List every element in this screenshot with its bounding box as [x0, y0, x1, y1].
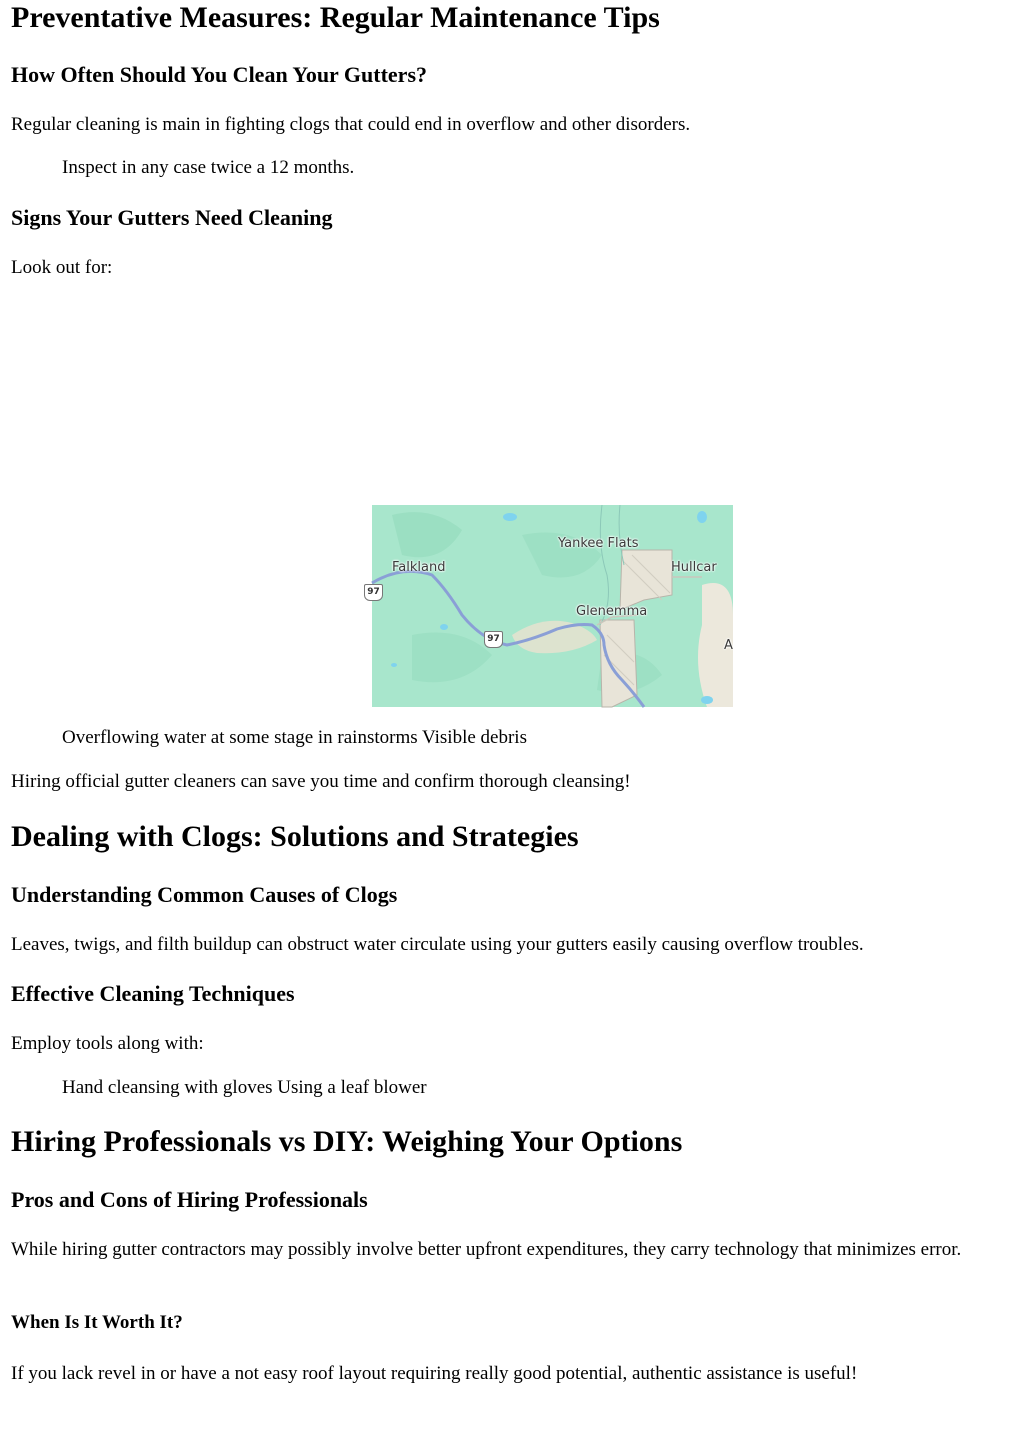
- map-label-yankee-flats: Yankee Flats: [558, 536, 639, 551]
- list-item-tools: Hand cleansing with gloves Using a leaf blower: [62, 1077, 427, 1098]
- list-item-inspect: Inspect in any case twice a 12 months.: [62, 157, 355, 178]
- map-label-falkland: Falkland: [392, 560, 446, 575]
- subheading-techniques: Effective Cleaning Techniques: [11, 981, 295, 1006]
- paragraph-look-out: Look out for:: [11, 257, 113, 278]
- subheading-worth-it: When Is It Worth It?: [11, 1312, 183, 1333]
- map-image: [367, 505, 733, 707]
- section-heading-clogs: Dealing with Clogs: Solutions and Strategies: [11, 820, 579, 853]
- map-label-hullcar: Hullcar: [671, 560, 717, 575]
- map-label-glenemma: Glenemma: [576, 604, 648, 619]
- paragraph-causes: Leaves, twigs, and filth buildup can obstruct water circulate using your gutters easily causing overflow troubles.: [11, 934, 864, 955]
- map-graphic: [372, 505, 733, 707]
- section-heading-maintenance: Preventative Measures: Regular Maintenance Tips: [11, 1, 660, 34]
- highway-97-shield-icon: 97: [484, 631, 503, 648]
- highway-97-edge-shield-icon: 97: [364, 584, 383, 601]
- subheading-pros-cons: Pros and Cons of Hiring Professionals: [11, 1187, 368, 1212]
- paragraph-worth-it: If you lack revel in or have a not easy roof layout requiring really good potential, authentic assistance is useful!: [11, 1363, 858, 1384]
- paragraph-hiring-cleaners: Hiring official gutter cleaners can save you time and confirm thorough cleansing!: [11, 771, 631, 792]
- paragraph-regular-cleaning: Regular cleaning is main in fighting clogs that could end in overflow and other disorders.: [11, 114, 691, 135]
- list-item-signs: Overflowing water at some stage in rainstorms Visible debris: [62, 727, 527, 748]
- subheading-cleaning-frequency: How Often Should You Clean Your Gutters?: [11, 62, 428, 87]
- paragraph-pros-cons: While hiring gutter contractors may possibly involve better upfront expenditures, they carry technology that minimizes error.: [11, 1239, 962, 1260]
- paragraph-tools: Employ tools along with:: [11, 1033, 204, 1054]
- map-label-edge: A: [724, 638, 733, 653]
- section-heading-hiring: Hiring Professionals vs DIY: Weighing Your Options: [11, 1125, 683, 1158]
- subheading-signs: Signs Your Gutters Need Cleaning: [11, 205, 333, 230]
- subheading-causes: Understanding Common Causes of Clogs: [11, 882, 398, 907]
